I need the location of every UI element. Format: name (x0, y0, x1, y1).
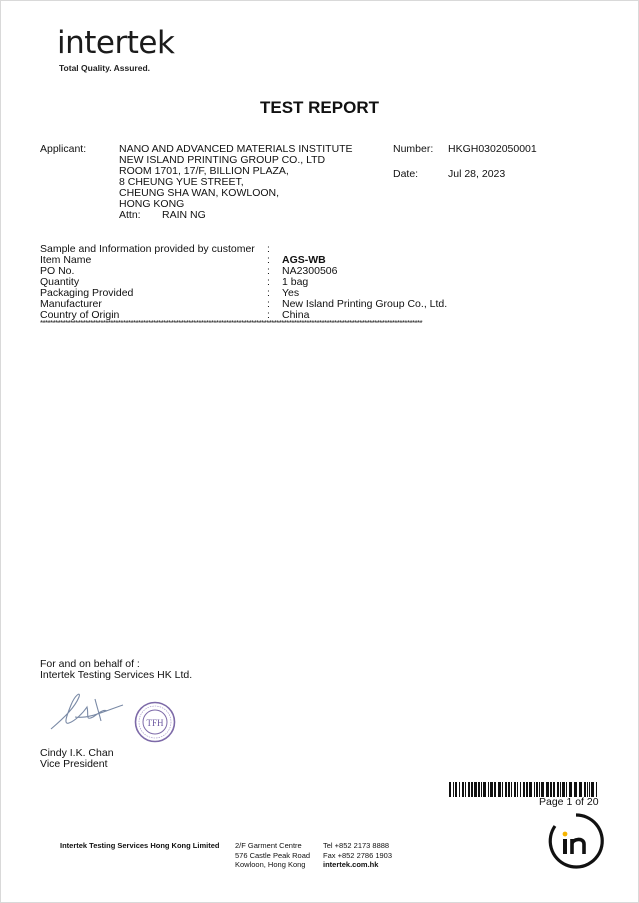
packaging-value: Yes (282, 287, 300, 299)
barcode-bar (520, 782, 521, 797)
logo-tagline: Total Quality. Assured. (59, 63, 150, 73)
barcode-bar (471, 782, 473, 797)
number-value: HKGH0302050001 (448, 143, 537, 155)
footer-contact (323, 841, 392, 870)
barcode-bar (596, 782, 597, 797)
barcode-bar (474, 782, 477, 797)
barcode-bar (562, 782, 565, 797)
colon: : (267, 276, 270, 288)
footer-address-line: 2/F Garment Centre (235, 841, 302, 850)
footer-fax: Fax +852 2786 1903 (323, 850, 393, 860)
barcode-bar (539, 782, 540, 797)
colon: : (267, 309, 270, 321)
footer-tel: Tel +852 2173 8888 (323, 841, 390, 850)
barcode-bar (449, 782, 451, 797)
signatory-name: Cindy I.K. Chan (40, 747, 114, 759)
footer-website: intertek.com.hk (323, 860, 379, 869)
barcode-bar (579, 782, 582, 797)
address-line: HONG KONG (119, 198, 185, 210)
asterisk-separator: ******************************************************************************************************************************************************** (40, 320, 423, 328)
barcode-bar (523, 782, 525, 797)
date-label: Date: (393, 168, 419, 180)
barcode-bar (589, 782, 590, 797)
barcode-bar (529, 782, 532, 797)
page-title: TEST REPORT (259, 98, 379, 117)
barcode-bar (591, 782, 594, 797)
barcode-bar (511, 782, 512, 797)
barcode-bar (483, 782, 486, 797)
quantity-label: Quantity (40, 276, 80, 288)
address-line: NEW ISLAND PRINTING GROUP CO., LTD (119, 154, 326, 166)
barcode-bar (502, 782, 503, 797)
address-line: ROOM 1701, 17/F, BILLION PLAZA, (119, 165, 289, 177)
item-name-label: Item Name (40, 254, 92, 266)
barcode-bar (587, 782, 588, 797)
barcode-bar (553, 782, 555, 797)
barcode-bar (546, 782, 549, 797)
date-value: Jul 28, 2023 (448, 168, 506, 180)
footer-company: Intertek Testing Services Hong Kong Limited (60, 841, 220, 850)
po-value: NA2300506 (282, 265, 338, 277)
intertek-logo: intertek (57, 25, 175, 61)
quantity-value: 1 bag (282, 276, 309, 288)
origin-value: China (282, 309, 310, 321)
barcode-bar (508, 782, 510, 797)
barcode-bar (534, 782, 535, 797)
barcode-bar (574, 782, 577, 797)
barcode-bar (494, 782, 496, 797)
barcode-bar (566, 782, 567, 797)
colon: : (267, 243, 270, 255)
packaging-label: Packaging Provided (40, 287, 134, 299)
barcode-image (449, 782, 601, 797)
intertek-mark-icon (547, 812, 605, 870)
barcode-bar (569, 782, 572, 797)
barcode-bar (584, 782, 586, 797)
barcode-bar (453, 782, 454, 797)
colon: : (267, 265, 270, 277)
barcode-bar (560, 782, 561, 797)
footer-address-line: 576 Castle Peak Road (235, 850, 311, 860)
barcode-bar (478, 782, 480, 797)
barcode-bar (514, 782, 516, 797)
page-number: Page 1 of 20 (539, 796, 599, 808)
manufacturer-label: Manufacturer (40, 298, 102, 310)
barcode-bar (498, 782, 501, 797)
barcode-bar (465, 782, 466, 797)
footer-address (235, 841, 310, 870)
barcode-bar (536, 782, 538, 797)
barcode-bar (557, 782, 559, 797)
colon: : (267, 254, 270, 266)
barcode-bar (526, 782, 528, 797)
on-behalf-label: For and on behalf of : (40, 658, 140, 670)
footer-address-line: Kowloon, Hong Kong (235, 860, 306, 869)
attn-value: RAIN NG (162, 209, 206, 221)
barcode-bar (550, 782, 552, 797)
company-stamp (134, 701, 176, 743)
barcode-bar (455, 782, 457, 797)
barcode-bar (481, 782, 482, 797)
item-name-value: AGS-WB (282, 254, 326, 266)
barcode-bar (505, 782, 507, 797)
sample-info-heading: Sample and Information provided by customer (40, 243, 255, 255)
address-line: CHEUNG SHA WAN, KOWLOON, (119, 187, 280, 199)
barcode-bar (541, 782, 544, 797)
colon: : (267, 287, 270, 299)
barcode-bar (459, 782, 460, 797)
applicant-address (119, 144, 353, 221)
stamp-text: TFH (146, 718, 164, 728)
signatory-title: Vice President (40, 758, 108, 770)
attn-label: Attn: (119, 209, 141, 221)
po-label: PO No. (40, 265, 75, 277)
barcode-bar (490, 782, 493, 797)
address-line: 8 CHEUNG YUE STREET, (119, 176, 244, 188)
address-line: NANO AND ADVANCED MATERIALS INSTITUTE (119, 143, 353, 155)
origin-label: Country of Origin (40, 309, 120, 321)
signature-image (45, 687, 131, 737)
barcode-bar (517, 782, 518, 797)
barcode-bar (468, 782, 470, 797)
colon: : (267, 298, 270, 310)
barcode-bar (488, 782, 489, 797)
applicant-label: Applicant: (40, 143, 87, 155)
number-label: Number: (393, 143, 434, 155)
manufacturer-value: New Island Printing Group Co., Ltd. (282, 298, 448, 310)
attn-row (119, 210, 353, 221)
barcode-bar (462, 782, 464, 797)
company-name: Intertek Testing Services HK Ltd. (40, 669, 193, 681)
